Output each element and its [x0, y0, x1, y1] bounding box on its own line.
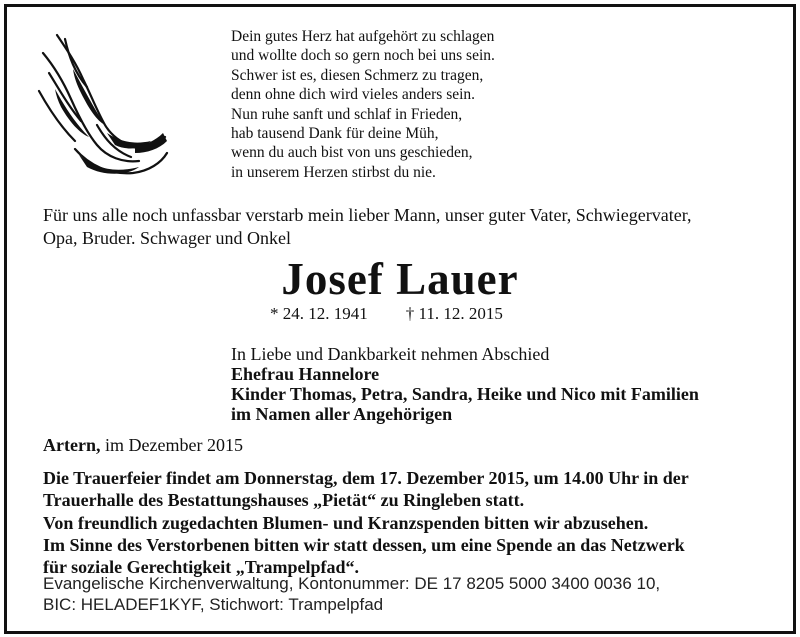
mourner-line: im Namen aller Angehörigen — [231, 404, 453, 424]
poem-line: und wollte doch so gern noch bei uns sein. — [231, 47, 495, 65]
notice-line: Im Sinne des Verstorbenen bitten wir statt dessen, um eine Spende an das Netzwerk — [43, 534, 685, 555]
bank-line: Evangelische Kirchenverwaltung, Kontonummer: DE 17 8205 5000 3400 0036 10, — [43, 574, 661, 593]
mourners — [231, 344, 699, 424]
farewell-intro: In Liebe und Dankbarkeit nehmen Abschied — [231, 344, 550, 364]
notice-line: für soziale Gerechtigkeit „Trampelpfad“. — [43, 557, 359, 578]
life-dates — [270, 304, 503, 324]
funeral-notice — [43, 467, 689, 578]
date: im Dezember 2015 — [100, 435, 243, 455]
donation-account — [43, 573, 660, 615]
obituary-notice — [4, 4, 796, 634]
deceased-name: Josef Lauer — [281, 254, 519, 304]
death-date: † 11. 12. 2015 — [405, 304, 503, 323]
poem-line: Schwer ist es, diesen Schmerz zu tragen, — [231, 66, 484, 84]
poem-line: Nun ruhe sanft und schlaf in Frieden, — [231, 105, 463, 123]
mourner-line: Kinder Thomas, Petra, Sandra, Heike und Nico mit Familien — [231, 384, 699, 404]
praying-hands-icon — [35, 29, 170, 179]
poem-line: denn ohne dich wird vieles anders sein. — [231, 86, 476, 104]
announcement-line: Für uns alle noch unfassbar verstarb mein lieber Mann, unser guter Vater, Schwiegervater, — [43, 205, 692, 225]
announcement-line: Opa, Bruder. Schwager und Onkel — [43, 228, 291, 248]
place-date — [43, 435, 243, 456]
notice-line: Von freundlich zugedachten Blumen- und Kranzspenden bitten wir abzusehen. — [43, 512, 649, 533]
poem-line: in unserem Herzen stirbst du nie. — [231, 163, 436, 181]
poem — [231, 27, 495, 182]
bank-line: BIC: HELADEF1KYF, Stichwort: Trampelpfad — [43, 595, 384, 614]
death-announcement — [43, 204, 692, 250]
birth-date: * 24. 12. 1941 — [270, 304, 368, 323]
notice-line: Die Trauerfeier findet am Donnerstag, dem 17. Dezember 2015, um 14.00 Uhr in der — [43, 468, 689, 488]
poem-line: wenn du auch bist von uns geschieden, — [231, 144, 473, 162]
poem-line: hab tausend Dank für deine Müh, — [231, 125, 439, 143]
mourner-line: Ehefrau Hannelore — [231, 364, 380, 384]
notice-line: Trauerhalle des Bestattungshauses „Pietät“ zu Ringleben statt. — [43, 490, 525, 511]
place: Artern, — [43, 435, 101, 455]
poem-line: Dein gutes Herz hat aufgehört zu schlagen — [231, 28, 495, 45]
